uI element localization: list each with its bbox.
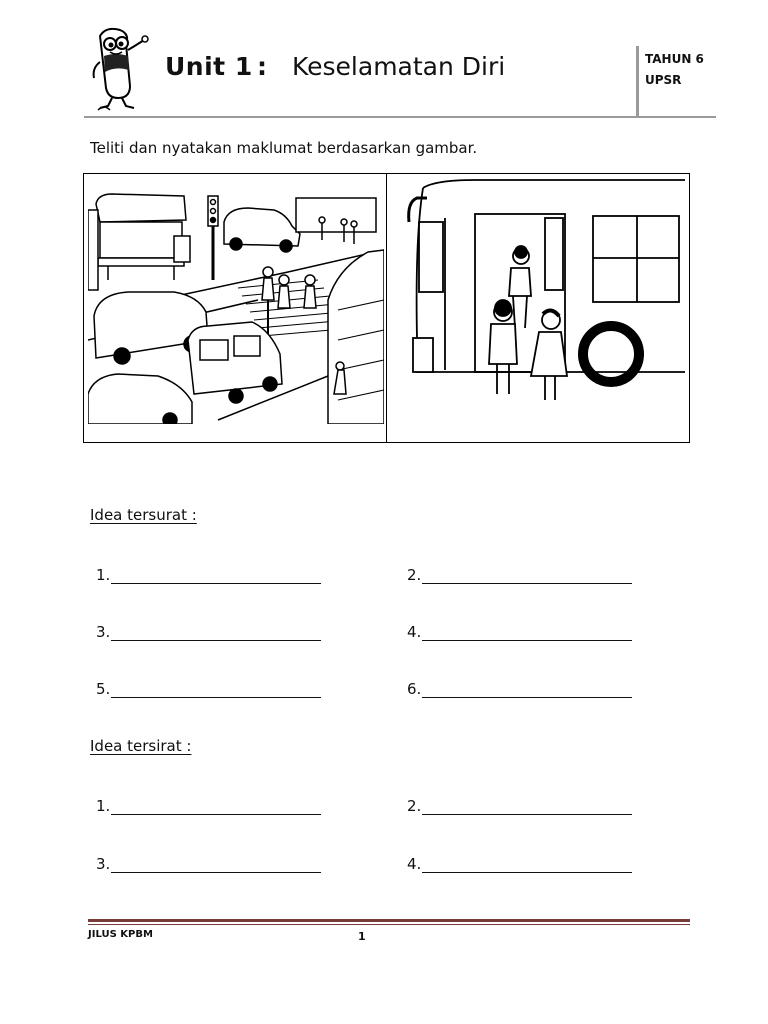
answer-blank[interactable]	[96, 623, 321, 641]
section-heading-tersirat: Idea tersirat :	[90, 737, 192, 755]
page-number: 1	[358, 930, 366, 943]
page-title: Keselamatan Diri	[292, 52, 506, 81]
answer-line[interactable]	[422, 800, 632, 815]
answer-blank[interactable]	[407, 680, 632, 698]
answer-line[interactable]	[422, 626, 632, 641]
answer-blank[interactable]	[96, 680, 321, 698]
answer-number: 6.	[407, 680, 422, 698]
answer-line[interactable]	[111, 683, 321, 698]
answer-number: 4.	[407, 623, 422, 641]
answer-blank[interactable]	[407, 797, 632, 815]
answer-blank[interactable]	[96, 855, 321, 873]
street-crossing-illustration	[88, 180, 384, 424]
footer-label: JILUS KPBM	[88, 929, 153, 940]
answer-number: 4.	[407, 855, 422, 873]
bus-boarding-illustration	[405, 178, 685, 406]
answer-blank[interactable]	[407, 566, 632, 584]
answer-line[interactable]	[111, 626, 321, 641]
exam-label: UPSR	[645, 73, 682, 87]
answer-line[interactable]	[422, 683, 632, 698]
unit-separator: :	[257, 52, 267, 81]
answer-line[interactable]	[422, 858, 632, 873]
answer-blank[interactable]	[96, 566, 321, 584]
answer-line[interactable]	[111, 858, 321, 873]
unit-number: Unit 1	[165, 52, 253, 81]
answer-line[interactable]	[111, 569, 321, 584]
level-label: TAHUN 6	[645, 52, 704, 66]
footer-rule	[88, 919, 690, 922]
answer-line[interactable]	[111, 800, 321, 815]
answer-number: 5.	[96, 680, 111, 698]
answer-line[interactable]	[422, 569, 632, 584]
answer-blank[interactable]	[96, 797, 321, 815]
answer-blank[interactable]	[407, 855, 632, 873]
picture-divider	[386, 173, 387, 443]
header-divider-horizontal	[84, 116, 716, 118]
mascot-logo	[86, 26, 152, 112]
instruction-text: Teliti dan nyatakan maklumat berdasarkan gambar.	[90, 139, 478, 157]
section-heading-tersurat: Idea tersurat :	[90, 506, 197, 524]
answer-number: 3.	[96, 623, 111, 641]
answer-number: 3.	[96, 855, 111, 873]
header-divider-vertical	[636, 46, 639, 116]
answer-number: 1.	[96, 566, 111, 584]
answer-number: 2.	[407, 566, 422, 584]
answer-number: 1.	[96, 797, 111, 815]
footer-rule-thin	[88, 924, 690, 925]
answer-blank[interactable]	[407, 623, 632, 641]
answer-number: 2.	[407, 797, 422, 815]
